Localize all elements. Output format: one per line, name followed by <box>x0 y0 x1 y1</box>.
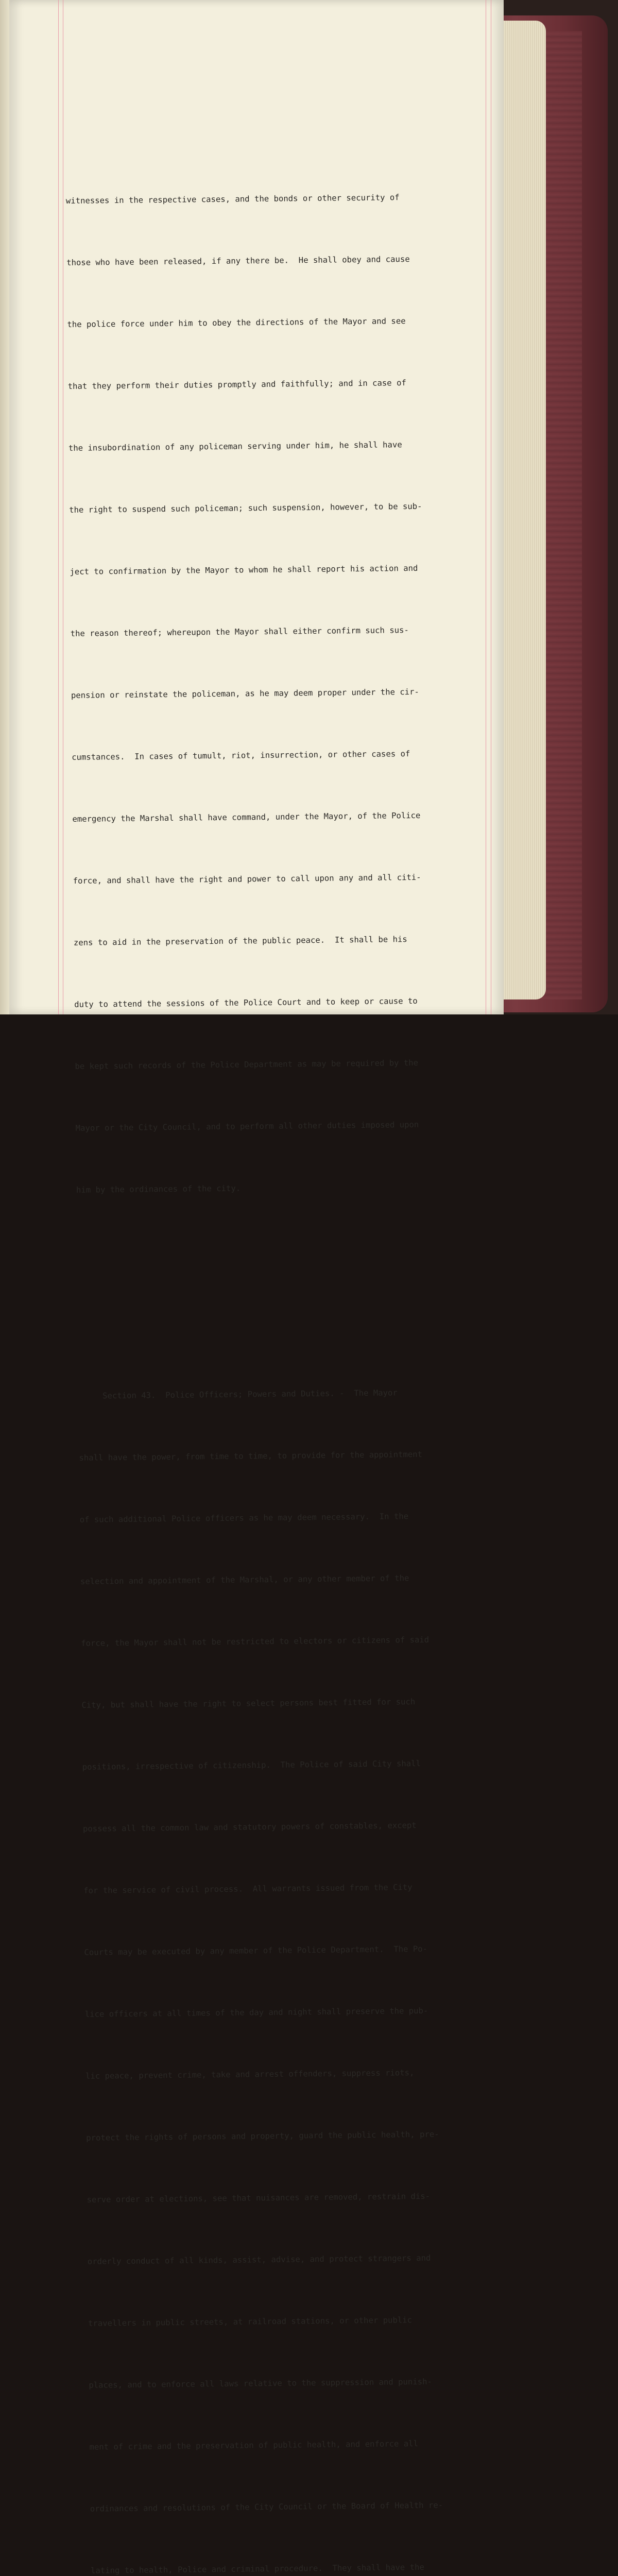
text-line: serve order at elections, see that nuisances are removed, restrain dis- <box>87 2191 431 2205</box>
text-line: selection and appointment of the Marshal, or any other member of the <box>80 1573 409 1586</box>
text-line: the police force under him to obey the directions of the Mayor and see <box>67 316 406 329</box>
text-line: orderly conduct of all kinds, assist, advise, and protect strangers and <box>87 2253 431 2266</box>
text-line: possess all the common law and statutory powers of constables, except <box>82 1821 417 1834</box>
text-line: cumstances. In cases of tumult, riot, insurrection, or other cases of <box>72 749 410 762</box>
text-line: City, but shall have the right to select persons best fitted for such <box>81 1697 416 1710</box>
text-line: that they perform their duties promptly and faithfully; and in case of <box>67 378 406 391</box>
text-line: those who have been released, if any there be. He shall obey and cause <box>66 255 410 267</box>
paragraph-1 <box>65 145 504 1242</box>
text-line: positions, irrespective of citizenship. The Police of said City shall <box>82 1758 421 1772</box>
text-line: force, and shall have the right and power to call upon any and all citi- <box>73 872 421 886</box>
typed-text-body <box>65 104 520 2576</box>
text-line: lice officers at all times of the day and night shall preserve the pub- <box>84 2006 428 2019</box>
section-heading-line: Section 43. Police Officers; Powers and Duties. - The Mayor <box>78 1388 398 1401</box>
text-line: travellers in public streets, at railroad stations, or other public <box>88 2315 413 2328</box>
text-line: zens to aid in the preservation of the public peace. It shall be his <box>73 935 407 947</box>
text-line: protect the rights of persons and property, guard the public health, pre- <box>86 2129 439 2143</box>
text-line: force, the Mayor shall not be restricted to electors or citizens of said <box>81 1635 430 1648</box>
text-line: ment of crime and the preservation of public health, and enforce all <box>89 2439 419 2452</box>
text-line: for the service of civil process. All warrants issued from the City <box>83 1883 413 1895</box>
text-line: the reason thereof; whereupon the Mayor shall either confirm such sus- <box>70 625 409 638</box>
text-line: places, and to enforce all laws relative to the suppression and punish- <box>89 2377 432 2390</box>
text-line: shall have the power, from time to time, to provide for the appointment <box>79 1449 423 1463</box>
text-line: duty to attend the sessions of the Police Court and to keep or cause to <box>74 996 418 1009</box>
text-line: him by the ordinances of the city. <box>76 1183 241 1195</box>
paragraph-gap <box>77 1278 505 1303</box>
text-line: be kept such records of the Police Department as may be required by the <box>75 1058 419 1071</box>
text-line: ject to confirmation by the Mayor to whom he shall report his action and <box>70 563 418 577</box>
document-page <box>9 0 504 2575</box>
text-line: emergency the Marshal shall have command, under the Mayor, of the Police <box>72 810 421 824</box>
text-line: lating to health, Police and criminal procedure. They shall have the <box>90 2562 424 2575</box>
text-line: the insubordination of any policeman serving under him, he shall have <box>68 440 402 453</box>
text-line: lic peace, prevent crime, take and arrest offenders, suppress riots, <box>85 2068 415 2081</box>
text-line: the right to suspend such policeman; such suspension, however, to be sub- <box>69 501 422 515</box>
text-line: of such additional Police officers as he may deem necessary. In the <box>79 1512 409 1524</box>
text-line: pension or reinstate the policeman, as he may deem proper under the cir- <box>71 687 419 700</box>
text-line: ordinances and resolutions of the City Council or the Board of Health re- <box>90 2500 443 2514</box>
left-margin-rule <box>58 0 59 1014</box>
paragraph-2-section-43 <box>78 1340 520 2576</box>
text-line: Courts may be executed by any member of the Police Department. The Po- <box>84 1944 428 1957</box>
text-line: witnesses in the respective cases, and the bonds or other security of <box>65 193 400 206</box>
left-page-edge <box>0 0 10 1014</box>
text-line: Mayor or the City Council, and to perform all other duties imposed upon <box>75 1120 419 1133</box>
book-cover-texture <box>541 31 582 999</box>
